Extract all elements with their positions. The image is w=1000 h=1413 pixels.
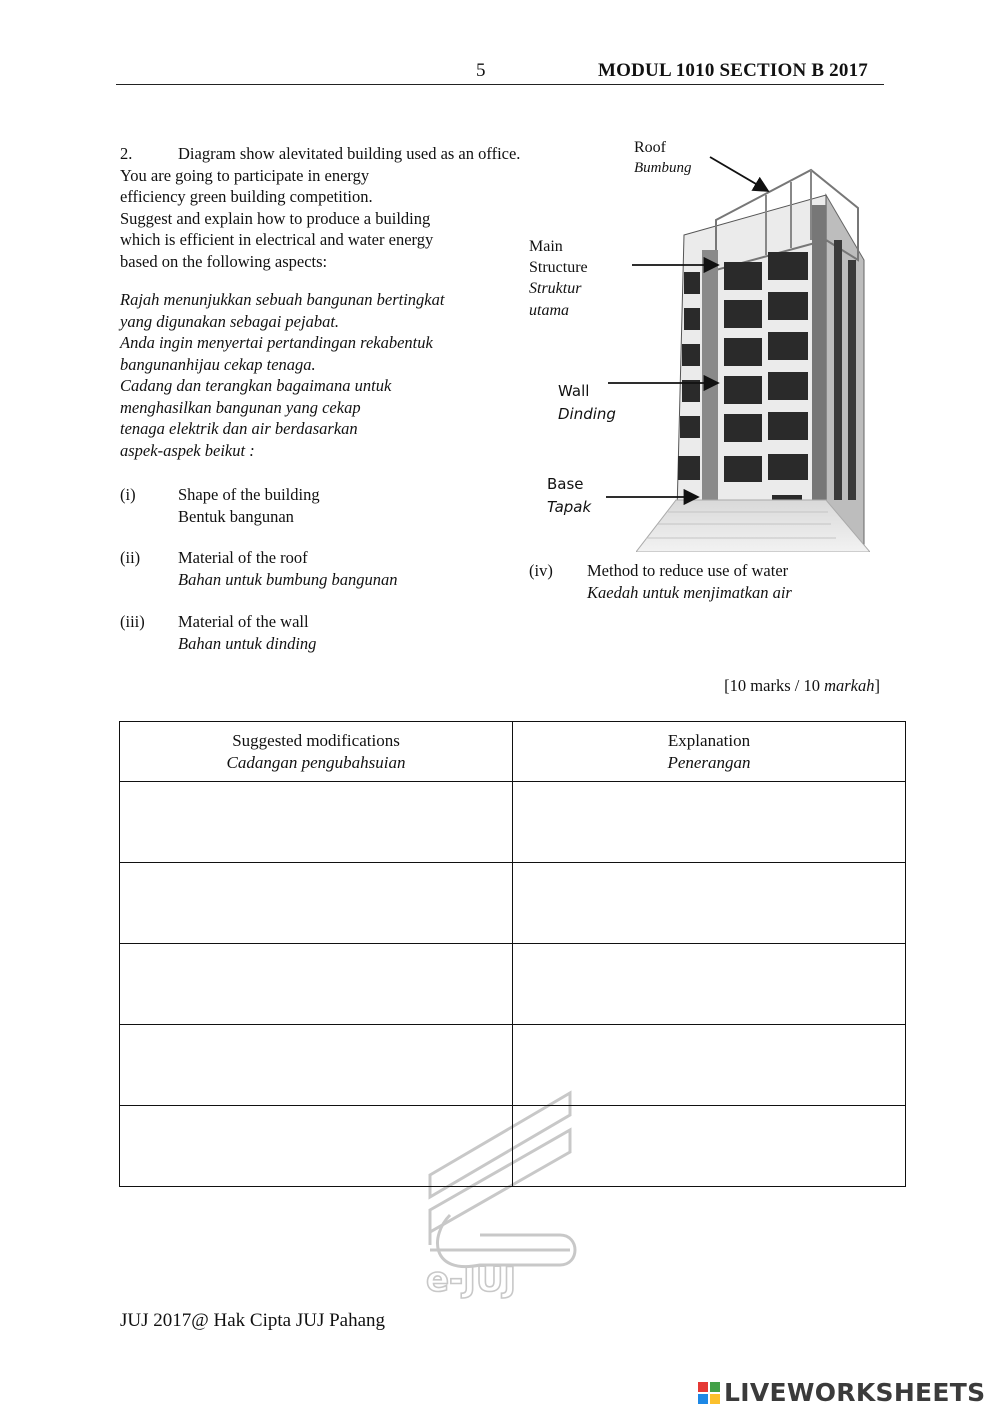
label-base-en: Base [547,475,584,493]
aspect-english: Method to reduce use of water [587,561,789,580]
answer-cell-explanation[interactable] [513,782,906,863]
col2-english: Explanation [667,730,751,750]
answer-cell-explanation[interactable] [513,944,906,1025]
question-line: which is efficient in electrical and water energy [120,230,434,249]
answer-cell-explanation[interactable] [513,863,906,944]
question-line-malay: tenaga elektrik dan air berdasarkan [120,419,358,438]
aspect-item [120,611,520,655]
table-row [120,1106,906,1187]
building-diagram [636,160,870,552]
marks-italic: markah [824,676,875,695]
liveworksheets-wordmark: LIVEWORKSHEETS [724,1378,986,1407]
question-line: Diagram show alevitated building used as an office. [178,144,521,163]
aspect-item [120,484,520,528]
question-line: efficiency green building competition. [120,187,373,206]
question-line-malay: Cadang dan terangkan bagaimana untuk [120,376,392,395]
table-row [120,944,906,1025]
table-row [120,863,906,944]
liveworksheets-icon [698,1382,720,1404]
marks-suffix: ] [874,676,880,695]
table-row [120,782,906,863]
answer-cell-explanation[interactable] [513,1106,906,1187]
label-roof-en: Roof [634,139,666,156]
label-main-structure-en-2: Structure [529,259,588,276]
page-number: 5 [476,60,486,81]
answer-cell-modification[interactable] [120,1106,513,1187]
footer-copyright: JUJ 2017@ Hak Cipta JUJ Pahang [120,1310,386,1331]
aspect-malay: Bahan untuk dinding [178,633,317,653]
question-block [120,143,590,461]
answer-table [119,721,906,1187]
aspect-number: (ii) [120,548,141,567]
col2-malay: Penerangan [667,752,751,772]
col1-malay: Cadangan pengubahsuian [226,752,406,772]
question-line-malay: Rajah menunjukkan sebuah bangunan bertingkat [120,290,445,309]
answer-cell-explanation[interactable] [513,1025,906,1106]
label-main-structure-en-1: Main [529,238,563,255]
liveworksheets-logo [698,1378,985,1407]
question-line-malay: Anda ingin menyertai pertandingan rekabentuk [120,333,433,352]
aspect-number: (i) [120,485,136,504]
marks-allocation [724,676,880,696]
watermark-text: e-JUJ [426,1260,517,1300]
label-wall-en: Wall [558,382,590,400]
label-roof-ms: Bumbung [634,160,692,176]
label-wall-ms: Dinding [558,405,616,423]
aspect-english: Material of the wall [178,612,309,631]
marks-prefix: [10 marks / 10 [724,676,825,695]
question-line: You are going to participate in energy [120,165,370,185]
question-line: Suggest and explain how to produce a building [120,208,431,228]
question-line-malay: aspek-aspek beikut : [120,440,255,460]
answer-cell-modification[interactable] [120,782,513,863]
label-base-ms: Tapak [547,498,592,516]
label-main-structure-ms-2: utama [529,302,569,319]
col-explanation [513,722,906,782]
aspect-english: Material of the roof [178,548,308,567]
question-line-malay: bangunanhijau cekap tenaga. [120,354,316,374]
table-header-row [120,722,906,782]
aspect-item [120,547,520,591]
table-row [120,1025,906,1106]
aspect-malay: Bahan untuk bumbung bangunan [178,569,398,589]
header-rule [116,84,884,85]
aspect-item [529,560,889,604]
answer-cell-modification[interactable] [120,1025,513,1106]
question-line-malay: yang digunakan sebagai pejabat. [120,311,340,331]
aspect-english: Shape of the building [178,485,320,504]
question-number: 2. [120,144,133,163]
question-line: based on the following aspects: [120,251,328,271]
col-suggested-modifications [120,722,513,782]
question-line-malay: menghasilkan bangunan yang cekap [120,397,361,417]
label-main-structure-ms-1: Struktur [529,280,582,297]
aspect-number: (iv) [529,561,553,580]
aspect-malay: Bentuk bangunan [178,506,294,526]
col1-english: Suggested modifications [232,730,400,750]
aspect-number: (iii) [120,612,145,631]
page-header-title: MODUL 1010 SECTION B 2017 [598,60,868,81]
answer-cell-modification[interactable] [120,863,513,944]
aspect-malay: Kaedah untuk menjimatkan air [587,582,792,602]
answer-cell-modification[interactable] [120,944,513,1025]
